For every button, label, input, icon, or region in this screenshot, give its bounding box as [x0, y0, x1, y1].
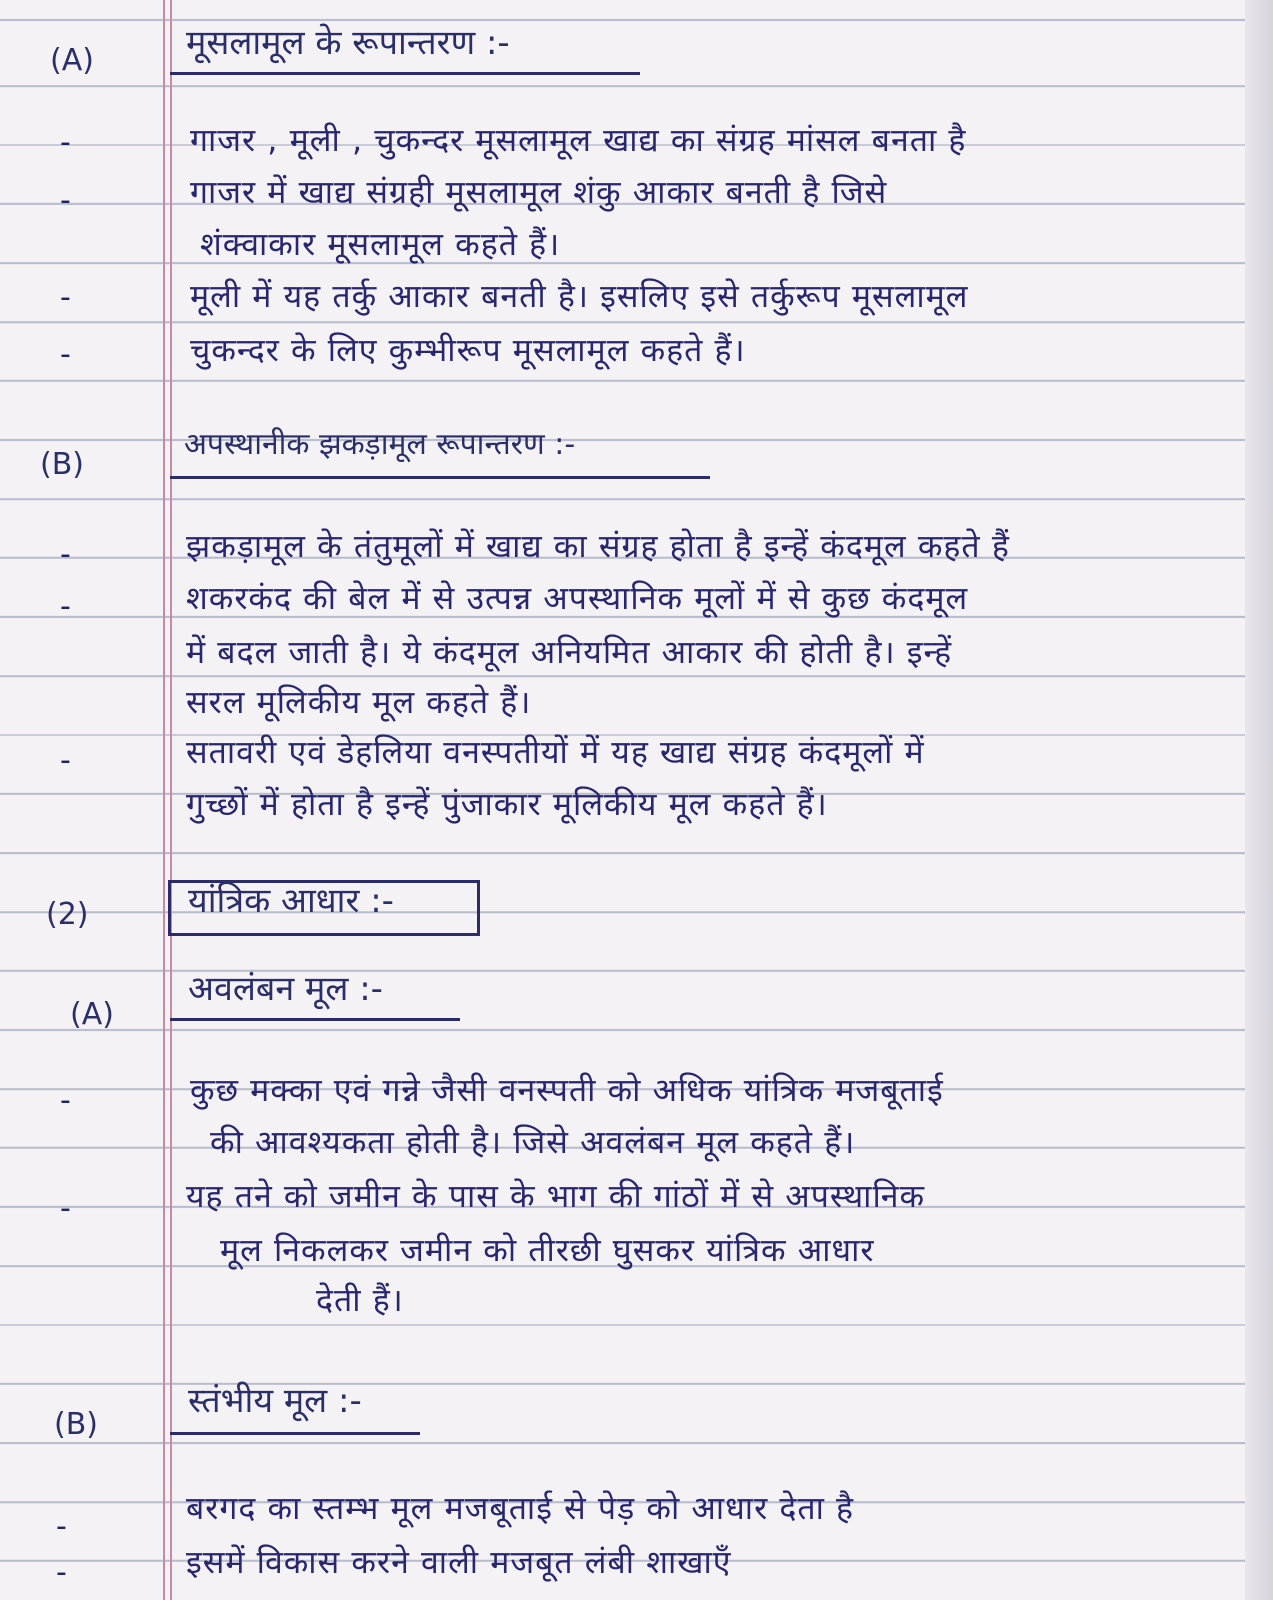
- section-label: (A): [70, 997, 114, 1032]
- note-line: शंक्वाकार मूसलामूल कहते हैं।: [200, 225, 561, 263]
- section-heading: मूसलामूल के रूपान्तरण :-: [186, 23, 510, 63]
- margin-line: [163, 0, 165, 1600]
- bullet-dash: -: [60, 589, 71, 624]
- section-label: (B): [40, 447, 84, 482]
- page-edge: [1245, 0, 1273, 1600]
- section-heading: स्तंभीय मूल :-: [188, 1381, 362, 1421]
- note-line: झकड़ामूल के तंतुमूलों में खाद्य का संग्रह होता है इन्हें कंदमूल कहते हैं: [186, 527, 1010, 565]
- bullet-dash: -: [60, 183, 71, 218]
- note-line: यह तने को जमीन के पास के भाग की गांठों में से अपस्थानिक: [186, 1177, 926, 1215]
- note-line: गाजर , मूली , चुकन्दर मूसलामूल खाद्य का संग्रह मांसल बनता है: [190, 121, 967, 159]
- note-line: कुछ मक्का एवं गन्ने जैसी वनस्पती को अधिक यांत्रिक मजबूताई: [190, 1071, 944, 1109]
- note-line: गुच्छों में होता है इन्हें पुंजाकार मूलिकीय मूल कहते हैं।: [186, 785, 828, 823]
- section-label: (2): [46, 897, 89, 932]
- section-heading: अवलंबन मूल :-: [188, 969, 383, 1009]
- note-line: सरल मूलिकीय मूल कहते हैं।: [186, 683, 532, 721]
- section-label: (B): [54, 1407, 98, 1442]
- heading-underline: [170, 1432, 420, 1435]
- note-line: चुकन्दर के लिए कुम्भीरूप मूसलामूल कहते हैं।: [190, 331, 746, 369]
- section-heading: अपस्थानीक झकड़ामूल रूपान्तरण :-: [184, 427, 576, 462]
- heading-underline: [170, 476, 710, 479]
- bullet-dash: -: [60, 125, 71, 160]
- note-line: सतावरी एवं डेहलिया वनस्पतीयों में यह खाद्य संग्रह कंदमूलों में: [186, 733, 925, 771]
- note-line: देती हैं।: [316, 1281, 404, 1319]
- bullet-dash: -: [60, 537, 71, 572]
- heading-underline: [170, 72, 640, 75]
- bullet-dash: -: [56, 1555, 67, 1590]
- bullet-dash: -: [60, 337, 71, 372]
- bullet-dash: -: [60, 1191, 71, 1226]
- note-line: शकरकंद की बेल में से उत्पन्न अपस्थानिक मूलों में से कुछ कंदमूल: [186, 579, 969, 617]
- bullet-dash: -: [56, 1509, 67, 1544]
- bullet-dash: -: [60, 1083, 71, 1118]
- note-line: मूली में यह तर्कु आकार बनती है। इसलिए इसे तर्कुरूप मूसलामूल: [190, 277, 969, 315]
- bullet-dash: -: [60, 280, 71, 315]
- note-line: में बदल जाती है। ये कंदमूल अनियमित आकार की होती है। इन्हें: [186, 633, 953, 671]
- note-line: मूल निकलकर जमीन को तीरछी घुसकर यांत्रिक आधार: [220, 1231, 875, 1269]
- section-label: (A): [50, 43, 94, 78]
- note-line: गाजर में खाद्य संग्रही मूसलामूल शंकु आकार बनती है जिसे: [190, 173, 888, 211]
- note-line: इसमें विकास करने वाली मजबूत लंबी शाखाएँ: [186, 1543, 732, 1581]
- heading-underline: [170, 1018, 460, 1021]
- margin-line: [170, 0, 172, 1600]
- note-line: की आवश्यकता होती है। जिसे अवलंबन मूल कहते हैं।: [210, 1123, 856, 1161]
- note-line: बरगद का स्तम्भ मूल मजबूताई से पेड़ को आधार देता है: [186, 1489, 855, 1527]
- section-heading: यांत्रिक आधार :-: [188, 881, 394, 921]
- bullet-dash: -: [60, 743, 71, 778]
